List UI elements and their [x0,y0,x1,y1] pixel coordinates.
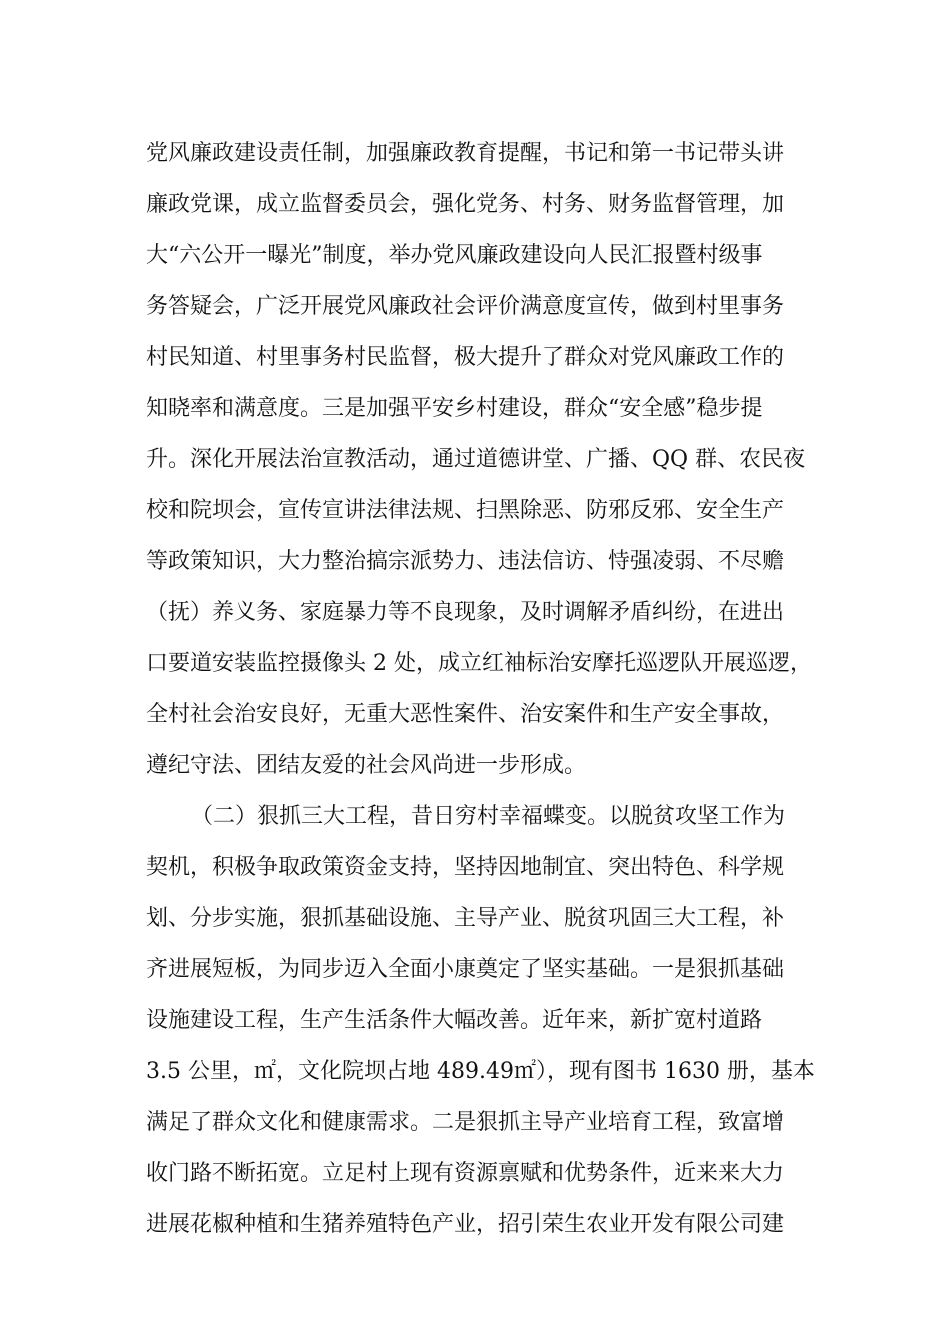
text-line: 廉政党课，成立监督委员会，强化党务、村务、财务监督管理，加 [146,192,785,217]
text-line: 设施建设工程，生产生活条件大幅改善。近年来，新扩宽村道路 [146,1008,763,1033]
text-line: 遵纪守法、团结友爱的社会风尚进一步形成。 [146,753,587,778]
body-text [146,128,826,1250]
text-line: 3.5 公里，㎡，文化院坝占地 489.49㎡），现有图书 1630 册，基本 [146,1059,815,1084]
text-line: 大“六公开一曝光”制度，举办党风廉政建设向人民汇报暨村级事 [146,243,763,268]
text-line: 契机，积极争取政策资金支持，坚持因地制宜、突出特色、科学规 [146,855,785,880]
text-line: 村民知道、村里事务村民监督，极大提升了群众对党风廉政工作的 [146,345,785,370]
text-line: 划、分步实施，狠抓基础设施、主导产业、脱贫巩固三大工程，补 [146,906,785,931]
text-line: 齐进展短板，为同步迈入全面小康奠定了坚实基础。一是狠抓基础 [146,957,785,982]
section-heading-line: （二）狠抓三大工程，昔日穷村幸福蝶变。以脱贫攻坚工作为 [191,804,786,829]
text-line: 党风廉政建设责任制，加强廉政教育提醒，书记和第一书记带头讲 [146,141,785,166]
text-line: 全村社会治安良好，无重大恶性案件、治安案件和生产安全事故， [146,702,785,727]
text-line: 务答疑会，广泛开展党风廉政社会评价满意度宣传，做到村里事务 [146,294,785,319]
text-line: 收门路不断拓宽。立足村上现有资源禀赋和优势条件，近来来大力 [146,1161,785,1186]
text-line: 满足了群众文化和健康需求。二是狠抓主导产业培育工程，致富增 [146,1110,785,1135]
text-line: 校和院坝会，宣传宣讲法律法规、扫黑除恶、防邪反邪、安全生产 [146,498,785,523]
text-line: 升。深化开展法治宣教活动，通过道德讲堂、广播、QQ 群、农民夜 [146,447,806,472]
text-line: （抚）养义务、家庭暴力等不良现象，及时调解矛盾纠纷，在进出 [146,600,785,625]
text-line: 等政策知识，大力整治搞宗派势力、违法信访、恃强凌弱、不尽赡 [146,549,785,574]
text-line: 进展花椒种植和生猪养殖特色产业，招引荣生农业开发有限公司建 [146,1212,785,1237]
text-line: 口要道安装监控摄像头 2 处，成立红袖标治安摩托巡逻队开展巡逻， [146,651,812,676]
text-line: 知晓率和满意度。三是加强平安乡村建设，群众“安全感”稳步提 [146,396,763,421]
